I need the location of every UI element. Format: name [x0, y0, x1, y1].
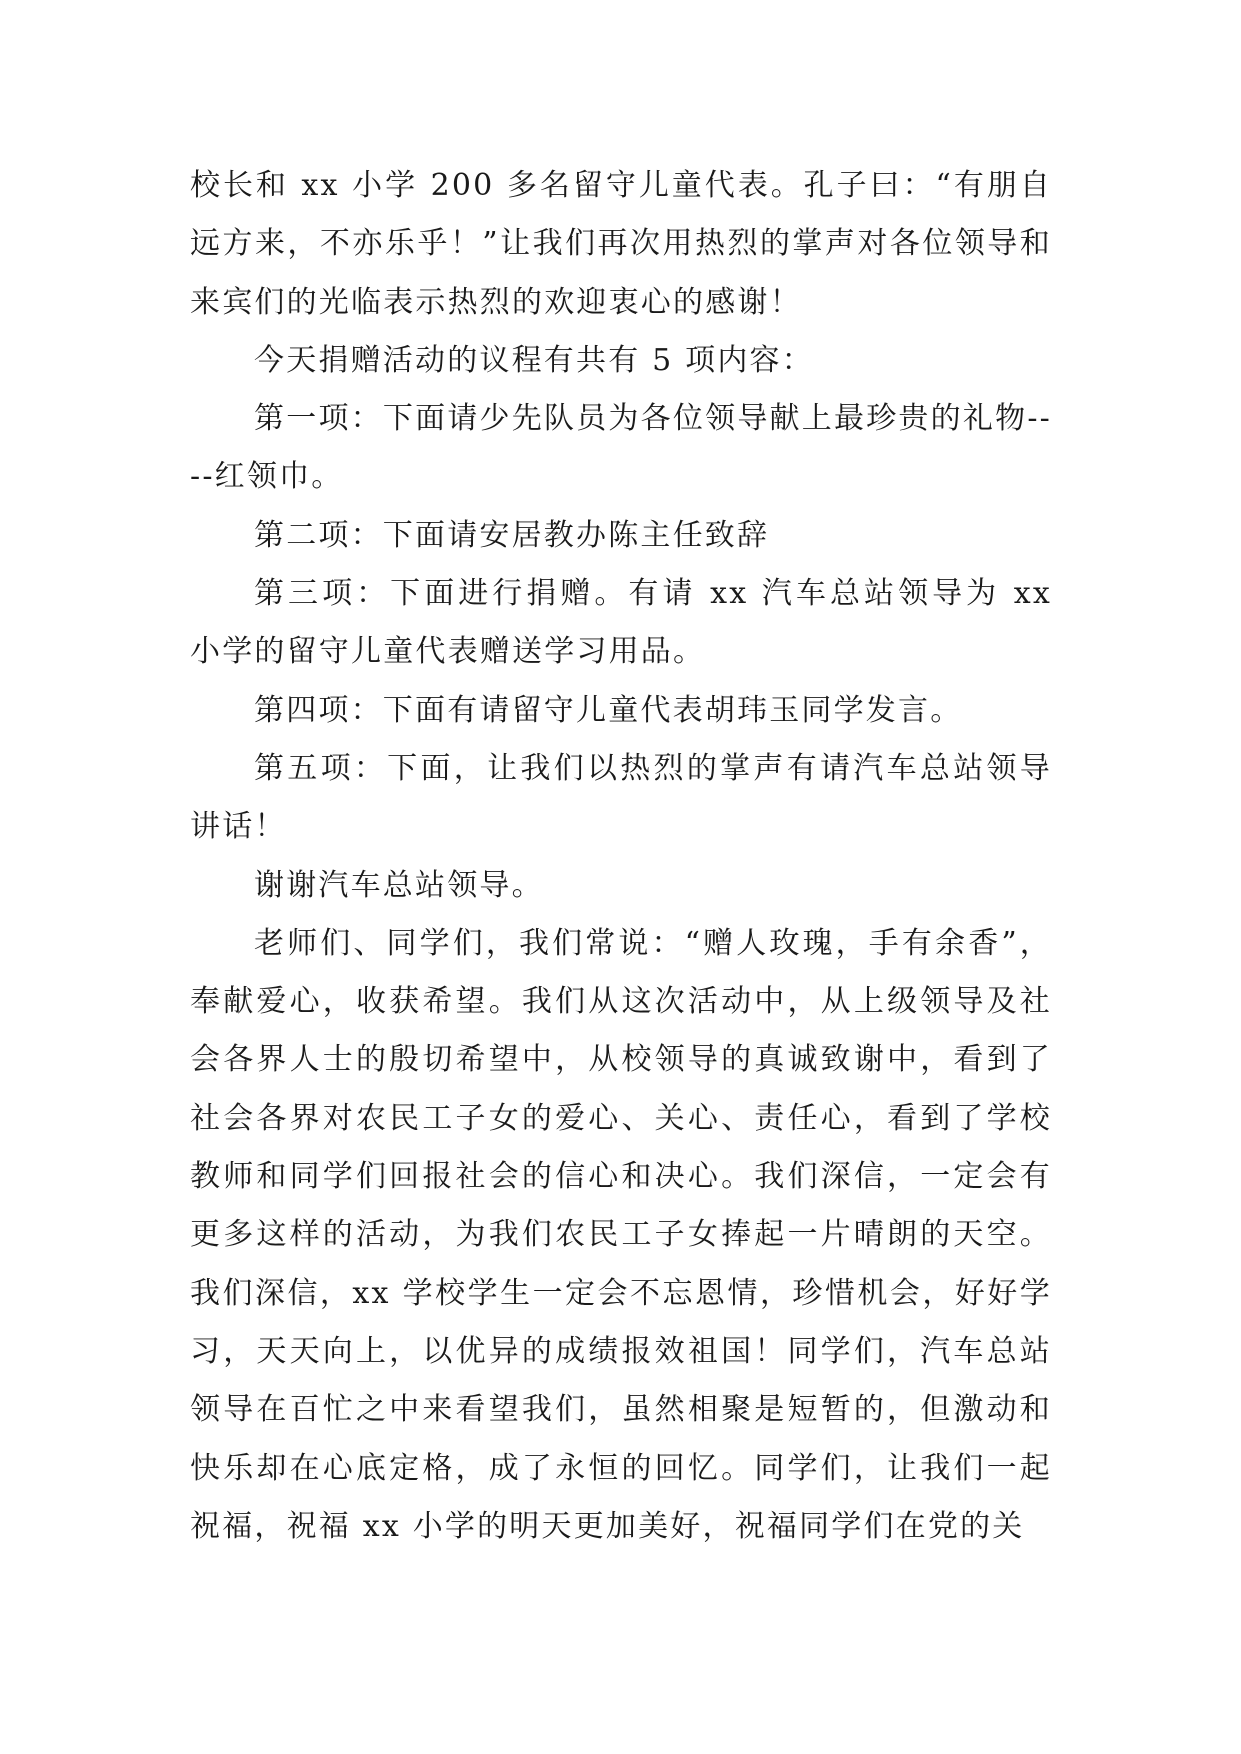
paragraph-closing: 老师们、同学们，我们常说：“赠人玫瑰，手有余香”，奉献爱心，收获希望。我们从这次活动中，从上级领导及社会各界人士的殷切希望中，从校领导的真诚致谢中，看到了社会各界对农民工子女的爱心、关心、责任心，看到了学校教师和同学们回报社会的信心和决心。我们深信，一定会有更多这样的活动，为我们农民工子女捧起一片晴朗的天空。我们深信，xx 学校学生一定会不忘恩情，珍惜机会，好好学习，天天向上，以优异的成绩报效祖国！同学们，汽车总站领导在百忙之中来看望我们，虽然相聚是短暂的，但激动和快乐却在心底定格，成了永恒的回忆。同学们，让我们一起祝福，祝福 xx 小学的明天更加美好，祝福同学们在党的关 — [190, 925, 1052, 1544]
document-body — [190, 157, 1052, 1556]
paragraph-agenda-item-4: 第四项：下面有请留守儿童代表胡玮玉同学发言。 — [254, 692, 963, 728]
paragraph-agenda-item-3: 第三项：下面进行捐赠。有请 xx 汽车总站领导为 xx 小学的留守儿童代表赠送学习用品。 — [190, 576, 1052, 670]
paragraph-agenda-item-1: 第一项：下面请少先队员为各位领导献上最珍贵的礼物----红领巾。 — [190, 401, 1052, 495]
paragraph-agenda-item-5: 第五项：下面，让我们以热烈的掌声有请汽车总站领导讲话！ — [190, 750, 1052, 845]
paragraph-agenda-item-2: 第二项：下面请安居教办陈主任致辞 — [254, 517, 770, 553]
paragraph-intro: 校长和 xx 小学 200 多名留守儿童代表。孔子曰：“有朋自远方来，不亦乐乎！”让我们再次用热烈的掌声对各位领导和来宾们的光临表示热烈的欢迎衷心的感谢！ — [190, 168, 1052, 320]
paragraph-thanks: 谢谢汽车总站领导。 — [254, 867, 544, 903]
paragraph-agenda-intro: 今天捐赠活动的议程有共有 5 项内容： — [254, 342, 814, 378]
